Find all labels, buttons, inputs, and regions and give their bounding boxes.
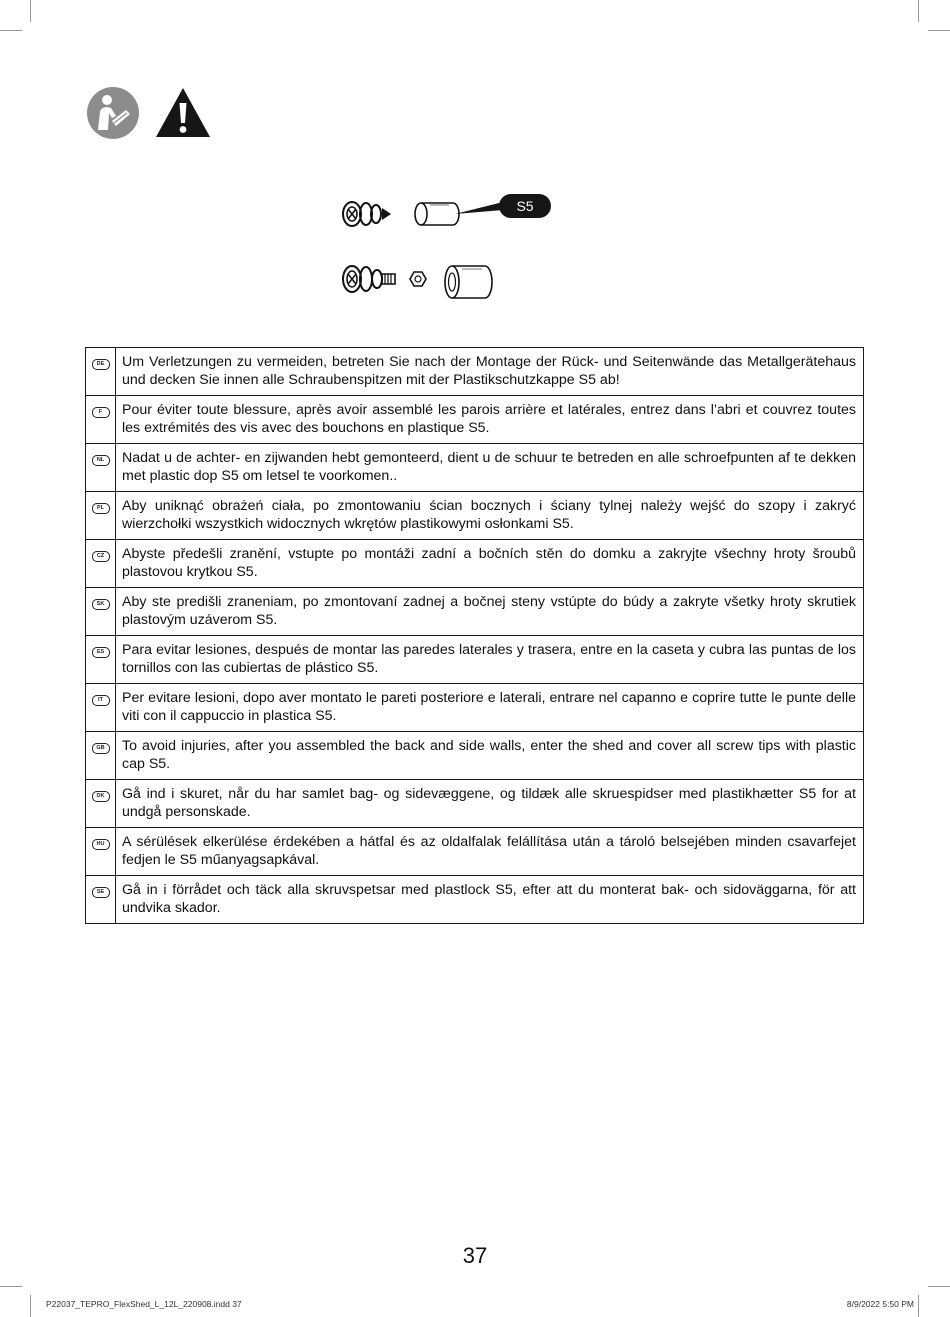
language-badge: SE — [92, 887, 110, 898]
language-cell — [86, 492, 116, 540]
instruction-text: Aby uniknąć obrażeń ciała, po zmontowaniu ścian bocznych i ściany tylnej należy wejść do szopy i zakryć wierzchołki wszystkich widocznych wkrętów plastikowymi osłonkami S5. — [116, 492, 864, 540]
language-badge: HU — [92, 839, 110, 850]
language-cell — [86, 396, 116, 444]
language-badge: PL — [92, 503, 110, 514]
warning-triangle-icon — [154, 86, 212, 140]
language-cell — [86, 732, 116, 780]
instruction-text: Nadat u de achter- en zijwanden hebt gemonteerd, dient u de schuur te betreden en alle schroefpunten af te dekken met plastic dop S5 om letsel te voorkomen.. — [116, 444, 864, 492]
language-cell — [86, 684, 116, 732]
part-callout-s5: S5 — [499, 194, 551, 218]
language-badge: IT — [92, 695, 110, 706]
instruction-text: Abyste předešli zranění, vstupte po montáži zadní a bočních stěn do domku a zakryjte všechny hroty šroubů plastovou krytkou S5. — [116, 540, 864, 588]
instruction-row — [86, 492, 864, 540]
footer-file-name: P22037_TEPRO_FlexShed_L_12L_220908.indd 37 — [46, 1299, 242, 1309]
language-badge: NL — [92, 455, 110, 466]
language-badge: ES — [92, 647, 110, 658]
instruction-text: Um Verletzungen zu vermeiden, betreten Sie nach der Montage der Rück- und Seitenwände das Metallgerätehaus und decken Sie innen alle Schraubenspitzen mit der Plastikschutzkappe S5 ab! — [116, 348, 864, 396]
language-badge: F — [92, 407, 110, 418]
language-cell — [86, 540, 116, 588]
instruction-row — [86, 588, 864, 636]
language-cell — [86, 876, 116, 924]
instruction-text: To avoid injuries, after you assembled the back and side walls, enter the shed and cover all screw tips with plastic cap S5. — [116, 732, 864, 780]
instruction-text: Para evitar lesiones, después de montar las paredes laterales y trasera, entre en la caseta y cubra las puntas de los tornillos con las cubiertas de plástico S5. — [116, 636, 864, 684]
screw-assembly-bottom — [343, 266, 395, 292]
plastic-cap-top — [415, 202, 503, 225]
crop-mark — [918, 1295, 919, 1317]
language-badge: DK — [92, 791, 110, 802]
crop-mark — [30, 0, 31, 22]
language-badge: SK — [92, 599, 110, 610]
language-badge: DE — [92, 359, 110, 370]
crop-mark — [30, 1295, 31, 1317]
page-number: 37 — [462, 1243, 488, 1268]
instruction-text: A sérülések elkerülése érdekében a hátfal és az oldalfalak felállítása után a tároló belsejében minden csavarfejet fedjen le S5 műanyagsapkával. — [116, 828, 864, 876]
crop-mark — [918, 0, 919, 22]
screw-assembly-top — [343, 202, 391, 226]
language-cell — [86, 444, 116, 492]
language-cell — [86, 780, 116, 828]
instruction-text: Gå ind i skuret, når du har samlet bag- og sidevæggene, og tildæk alle skruespidser med plastikhætter S5 for at undgå personskade. — [116, 780, 864, 828]
instruction-row — [86, 876, 864, 924]
crop-mark — [0, 30, 22, 31]
instruction-row — [86, 444, 864, 492]
instruction-text: Per evitare lesioni, dopo aver montato le pareti posteriore e laterali, entrare nel capanno e coprire tutte le punte delle viti con il cappuccio in plastica S5. — [116, 684, 864, 732]
instructions-table — [85, 347, 864, 924]
language-cell — [86, 588, 116, 636]
crop-mark — [928, 1286, 950, 1287]
language-badge: CZ — [92, 551, 110, 562]
crop-mark — [928, 30, 950, 31]
plastic-cap-bottom — [445, 266, 492, 298]
footer-timestamp: 8/9/2022 5:50 PM — [846, 1299, 914, 1309]
instruction-row — [86, 828, 864, 876]
instruction-row — [86, 684, 864, 732]
instruction-row — [86, 780, 864, 828]
language-badge: GB — [92, 743, 110, 754]
instruction-row — [86, 732, 864, 780]
language-cell — [86, 636, 116, 684]
language-cell — [86, 828, 116, 876]
nut — [410, 272, 426, 286]
read-manual-icon — [86, 86, 140, 140]
instruction-text: Gå in i förrådet och täck alla skruvspetsar med plastlock S5, efter att du monterat bak- och sidoväggarna, för att undvika skador. — [116, 876, 864, 924]
instruction-text: Aby ste predišli zraneniam, po zmontovaní zadnej a bočnej steny vstúpte do búdy a zakryte všetky hroty skrutiek plastovým uzáverom S5. — [116, 588, 864, 636]
instruction-text: Pour éviter toute blessure, après avoir assemblé les parois arrière et latérales, entrez dans l’abri et couvrez toutes les extrémités des vis avec des bouchons en plastique S5. — [116, 396, 864, 444]
language-cell — [86, 348, 116, 396]
instruction-row — [86, 636, 864, 684]
instruction-row — [86, 396, 864, 444]
crop-mark — [0, 1286, 22, 1287]
instruction-row — [86, 348, 864, 396]
instruction-row — [86, 540, 864, 588]
